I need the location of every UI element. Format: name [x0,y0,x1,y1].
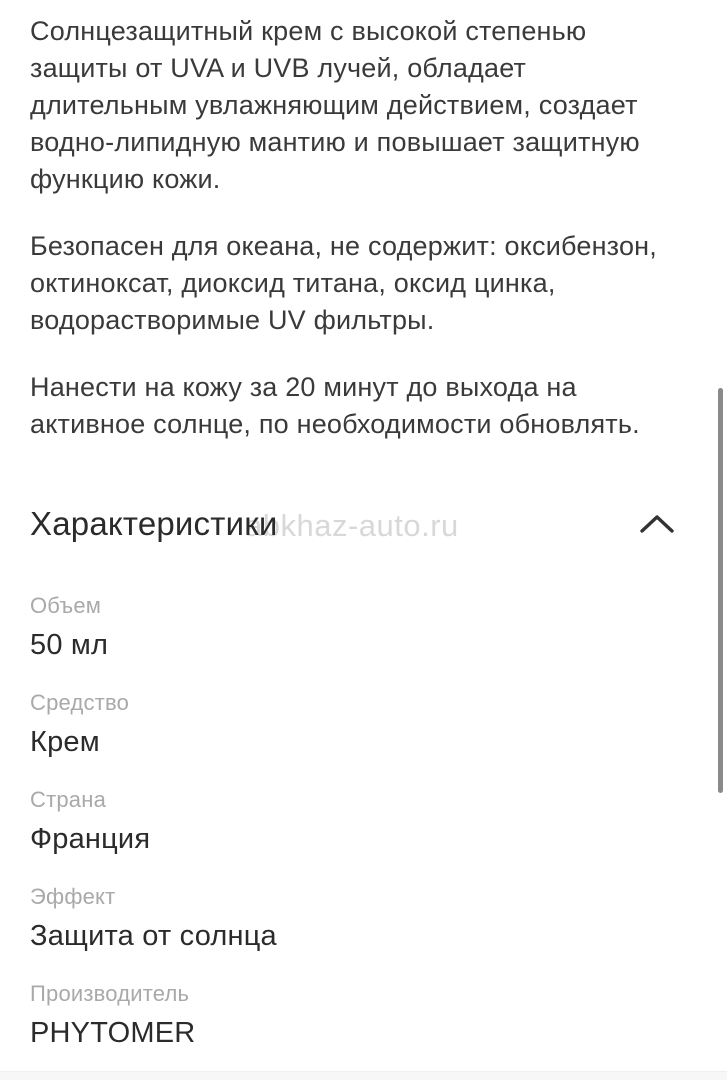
description-paragraph-1: Солнцезащитный крем с высокой степенью защиты от UVA и UVB лучей, обладает длительным увлажняющим действием, создает водно-липидную мантию и повышает защитную функцию кожи. [30,16,640,194]
characteristic-label: Объем [30,593,102,618]
characteristic-row [30,884,681,953]
characteristic-label: Эффект [30,884,116,909]
characteristic-label: Страна [30,787,107,812]
characteristic-value: Крем [30,726,100,758]
description-paragraph-2: Безопасен для океана, не содержит: оксибензон, октиноксат, диоксид титана, оксид цинка, водорастворимые UV фильтры. [30,231,657,335]
chevron-up-icon[interactable] [639,511,675,537]
characteristic-value: Защита от солнца [30,920,277,952]
characteristics-list [30,593,681,1050]
characteristic-row [30,981,681,1050]
next-section-divider [0,1071,727,1080]
scrollbar-thumb[interactable] [718,388,723,793]
characteristic-row [30,787,681,856]
characteristics-section [30,505,681,1050]
product-description [30,13,681,443]
description-paragraph-3: Нанести на кожу за 20 минут до выхода на активное солнце, по необходимости обновлять. [30,372,640,439]
characteristics-header[interactable] [30,505,681,543]
characteristic-value: PHYTOMER [30,1017,196,1049]
characteristics-title: Характеристики [30,505,278,542]
characteristic-label: Производитель [30,981,190,1006]
characteristic-value: 50 мл [30,629,109,661]
characteristic-row [30,593,681,662]
characteristic-label: Средство [30,690,130,715]
characteristic-row [30,690,681,759]
site-watermark: abkhaz-auto.ru [245,508,459,543]
characteristic-value: Франция [30,823,151,855]
